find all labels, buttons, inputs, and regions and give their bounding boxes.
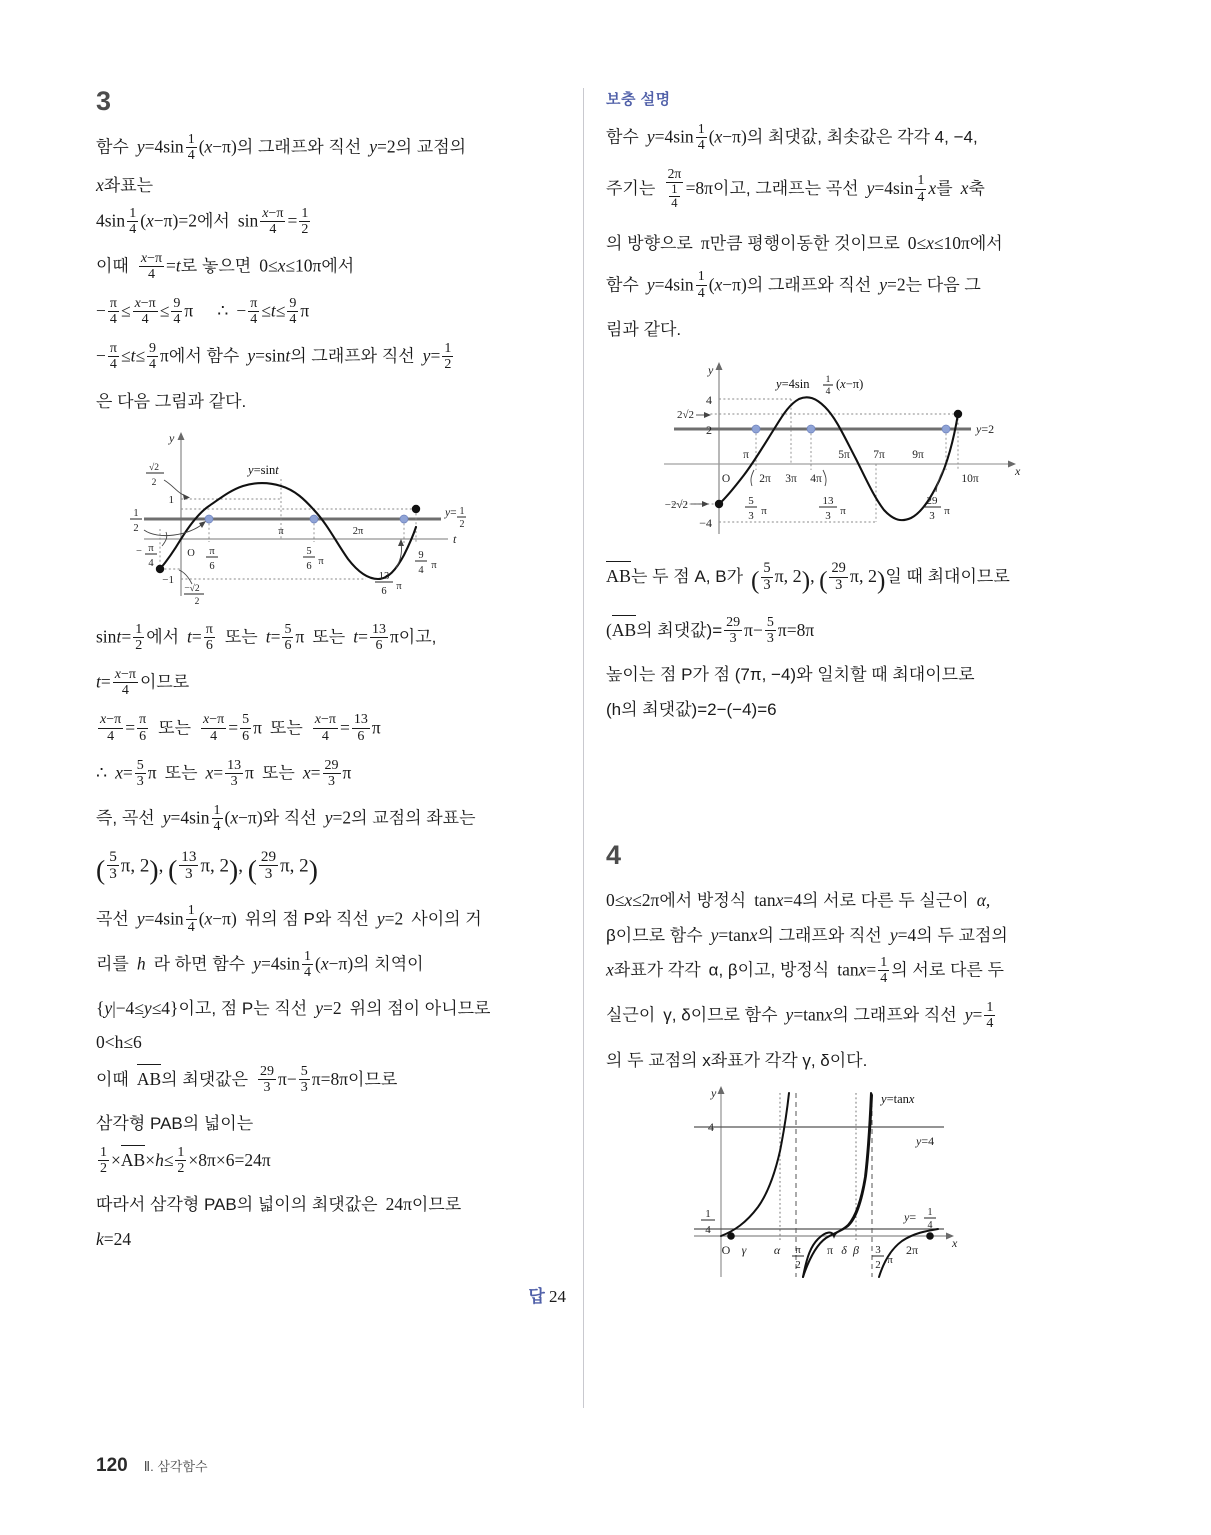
svg-text:5: 5 bbox=[306, 546, 312, 558]
solution-line: sint= $\frac{1}{2}$ 에서 t= $\frac{\pi}{6}$ 또는 t= $\frac{5}{6}$ π 또는 t= $\frac{13}{6}$ π이고, bbox=[96, 621, 437, 654]
text: 에서 bbox=[146, 627, 180, 647]
svg-text:2: 2 bbox=[706, 423, 712, 438]
solution-line bbox=[606, 1047, 1086, 1074]
text: 이므로 bbox=[411, 1195, 462, 1215]
solution-line: k=24 bbox=[96, 1228, 132, 1249]
text: 에서 bbox=[196, 211, 230, 231]
svg-text:4: 4 bbox=[706, 393, 712, 408]
solution-line: x좌표는 bbox=[96, 175, 154, 196]
solution-line: $\frac{1}{2}$ ×AB×h≤ $\frac{1}{2}$ ×8π×6=24π bbox=[100, 1145, 271, 1177]
text: 따라서 삼각형 PAB의 넓이의 최댓값은 bbox=[96, 1195, 378, 1215]
svg-text:π: π bbox=[318, 556, 324, 568]
svg-text:y=4: y=4 bbox=[916, 1134, 935, 1149]
text: 의 치역이 bbox=[353, 954, 424, 974]
text: 은 다음 그림과 같다. bbox=[96, 391, 247, 411]
svg-text:4: 4 bbox=[708, 1120, 714, 1135]
svg-text:γ: γ bbox=[741, 1243, 747, 1258]
svg-text:13: 13 bbox=[378, 571, 390, 583]
svg-text:1: 1 bbox=[459, 506, 465, 518]
svg-text:y: y bbox=[169, 431, 175, 446]
chart-sin-t bbox=[96, 424, 466, 604]
solution-line: 4sin $\frac{1}{4}$ (x−π)=2에서 sin $\frac{x-\pi}{4}$ = $\frac{1}{2}$ bbox=[96, 205, 309, 237]
svg-text:29: 29 bbox=[926, 495, 938, 508]
text: 에서 방정식 bbox=[659, 891, 747, 911]
text: α, bbox=[976, 890, 991, 911]
svg-text:π: π bbox=[795, 1244, 801, 1257]
column-divider bbox=[583, 88, 584, 1408]
text: 축 bbox=[968, 179, 985, 199]
text: 삼각형 PAB의 넓이는 bbox=[96, 1114, 254, 1134]
svg-text:6: 6 bbox=[306, 561, 312, 573]
text: 위의 점이 아니므로 bbox=[349, 998, 491, 1018]
svg-text:−: − bbox=[136, 546, 142, 558]
svg-text:t: t bbox=[453, 532, 457, 547]
svg-text:5: 5 bbox=[748, 495, 754, 508]
solution-line: 의 방향으로 π만큼 평행이동한 것이므로 0≤x≤10π에서 bbox=[606, 233, 1003, 254]
text: 의 그래프와 직선 bbox=[757, 925, 882, 945]
text: 위의 점 P와 직선 bbox=[244, 909, 369, 929]
solution-line: 따라서 삼각형 PAB의 넓이의 최댓값은 24π이므로 bbox=[96, 1194, 462, 1215]
solution-line: 리를 h 라 하면 함수 y=4sin $\frac{1}{4}$ (x−π)의 치역이 bbox=[96, 948, 424, 980]
svg-text:6: 6 bbox=[209, 561, 215, 573]
text: 이고, 그래프는 곡선 bbox=[713, 179, 859, 199]
svg-text:y=: y= bbox=[445, 507, 457, 520]
text: 만큼 평행이동한 것이므로 bbox=[709, 234, 900, 254]
solution-line bbox=[606, 316, 1086, 343]
svg-text:4: 4 bbox=[148, 558, 154, 570]
text: (h의 최댓값)=2−(−4)=6 bbox=[606, 699, 777, 719]
svg-text:1: 1 bbox=[133, 508, 139, 520]
solution-line bbox=[96, 1029, 566, 1055]
solution-line: − $\frac{\pi}{4}$ ≤t≤ $\frac{9}{4}$ π에서 함수 y=sint의 그래프와 직선 y= $\frac{1}{2}$ bbox=[96, 341, 452, 373]
text: 의 그래프와 직선 bbox=[236, 137, 362, 157]
svg-text:O: O bbox=[187, 548, 195, 560]
svg-text:y: y bbox=[708, 363, 714, 378]
text: 의 서로 다른 두 bbox=[891, 960, 1004, 980]
solution-line: β이므로 함수 y=tanx의 그래프와 직선 y=4의 두 교점의 bbox=[606, 924, 1008, 945]
text: α, β이고, 방정식 bbox=[708, 960, 830, 980]
text: 일 때 최대이므로 bbox=[885, 567, 1010, 587]
text: 로 놓으면 bbox=[180, 256, 252, 276]
svg-text:2√2: 2√2 bbox=[676, 409, 694, 422]
text: 라 하면 함수 bbox=[153, 954, 246, 974]
text: 또는 bbox=[224, 627, 258, 647]
svg-text:3: 3 bbox=[825, 510, 831, 523]
text: 의 교점의 좌표는 bbox=[351, 808, 476, 828]
text: 의 그래프와 직선 bbox=[290, 347, 415, 366]
chart-tan bbox=[676, 1081, 976, 1281]
svg-text:10π: 10π bbox=[961, 473, 979, 486]
solution-line: ∴ x= $\frac{5}{3}$ π 또는 x= $\frac{13}{3}$ π 또는 x= $\frac{29}{3}$ π bbox=[96, 757, 352, 789]
svg-text:3: 3 bbox=[748, 510, 754, 523]
svg-text:4: 4 bbox=[927, 1220, 933, 1232]
svg-text:π: π bbox=[743, 449, 749, 462]
text: 실근이 bbox=[606, 1006, 656, 1026]
solution-line: 함수 y=4sin $\frac{1}{4}$ (x−π)의 그래프와 직선 y=2의 교점의 bbox=[96, 131, 467, 163]
svg-text:α: α bbox=[773, 1243, 781, 1258]
text: 좌표가 각각 bbox=[613, 960, 701, 980]
supplementary-explanation-title: 보충 설명 bbox=[606, 91, 671, 108]
text: 곡선 bbox=[96, 909, 129, 929]
svg-text:O: O bbox=[721, 1243, 731, 1258]
text: 의 두 교점의 x좌표가 각각 γ, δ이다. bbox=[606, 1050, 868, 1070]
svg-text:π: π bbox=[761, 505, 767, 518]
solution-line: AB는 두 점 A, B가 ( $\frac{5}{3}$ π, 2), ( $\frac{29}{3}$ π, 2)일 때 최대이므로 bbox=[606, 559, 1010, 595]
svg-text:π: π bbox=[944, 505, 950, 518]
solution-line: 즉, 곡선 y=4sin $\frac{1}{4}$ (x−π)와 직선 y=2의 교점의 좌표는 bbox=[96, 802, 476, 834]
svg-text:1: 1 bbox=[927, 1207, 933, 1219]
text: 즉, 곡선 bbox=[96, 808, 155, 828]
svg-text:2: 2 bbox=[133, 523, 139, 535]
svg-text:π: π bbox=[148, 543, 154, 555]
svg-text:2: 2 bbox=[151, 478, 157, 489]
text: 이때 bbox=[96, 256, 129, 276]
answer-label: 답 bbox=[528, 1287, 545, 1307]
svg-text:13: 13 bbox=[822, 495, 834, 508]
svg-text:2: 2 bbox=[459, 519, 465, 531]
solution-line bbox=[606, 661, 1086, 688]
text: 높이는 점 P가 점 (7π, −4)와 일치할 때 최대이므로 bbox=[606, 665, 975, 685]
svg-text:4: 4 bbox=[418, 565, 424, 577]
svg-text:1: 1 bbox=[168, 494, 174, 507]
text: 의 교점의 bbox=[395, 137, 467, 157]
solution-line bbox=[606, 696, 1086, 723]
svg-text:6: 6 bbox=[381, 586, 387, 598]
solution-line: 곡선 y=4sin $\frac{1}{4}$ (x−π) 위의 점 P와 직선 y=2 사이의 거 bbox=[96, 903, 482, 935]
svg-text:9π: 9π bbox=[912, 449, 924, 462]
answer-value: 24 bbox=[549, 1287, 566, 1307]
svg-text:y=: y= bbox=[904, 1210, 917, 1225]
left-column bbox=[96, 88, 566, 1307]
svg-text:−√2: −√2 bbox=[184, 584, 200, 595]
text: 는 다음 그 bbox=[905, 275, 981, 295]
svg-text:4: 4 bbox=[825, 387, 831, 398]
text: 이때 bbox=[96, 1069, 129, 1089]
svg-text:y=sint: y=sint bbox=[248, 463, 279, 478]
text: 의 그래프와 직선 bbox=[746, 275, 872, 295]
text: 에서 bbox=[969, 234, 1003, 254]
svg-text:5π: 5π bbox=[838, 449, 850, 462]
svg-text:−2√2: −2√2 bbox=[664, 499, 688, 512]
text: 와 직선 bbox=[262, 808, 317, 828]
solution-line bbox=[96, 388, 566, 415]
text: 의 최댓값, 최솟값은 각각 4, −4, bbox=[746, 127, 978, 147]
text: 이므로 bbox=[139, 672, 190, 692]
solution-line: ( $\frac{5}{3}$ π, 2), ( $\frac{13}{3}$ π, 2), ( $\frac{29}{3}$ π, 2) bbox=[96, 848, 318, 886]
text: 림과 같다. bbox=[606, 319, 682, 339]
text: 의 그래프와 직선 bbox=[832, 1006, 957, 1026]
svg-text:x: x bbox=[952, 1236, 958, 1251]
svg-text:3: 3 bbox=[875, 1244, 881, 1257]
text: 의 최댓값)= bbox=[636, 620, 723, 640]
text: 주기는 bbox=[606, 179, 656, 199]
answer-line bbox=[96, 1282, 566, 1307]
solution-line: x좌표가 각각 α, β이고, 방정식 tanx= $\frac{1}{4}$ 의 서로 다른 두 bbox=[606, 955, 1004, 987]
svg-text:1: 1 bbox=[825, 375, 831, 386]
svg-text:3: 3 bbox=[929, 510, 935, 523]
svg-text:2π: 2π bbox=[759, 473, 771, 486]
text: 리를 bbox=[96, 954, 129, 974]
svg-text:δ: δ bbox=[841, 1243, 847, 1258]
text: 또는 bbox=[158, 718, 191, 738]
text: 에서 함수 bbox=[168, 347, 240, 366]
chart-4sin bbox=[636, 352, 1036, 542]
svg-text:y: y bbox=[711, 1086, 717, 1101]
svg-text:3π: 3π bbox=[785, 473, 797, 486]
svg-text:(x−π): (x−π) bbox=[836, 377, 864, 392]
svg-text:7π: 7π bbox=[873, 449, 885, 462]
text: 좌표는 bbox=[103, 176, 154, 196]
text: 이므로 bbox=[348, 1069, 398, 1089]
svg-text:4π: 4π bbox=[810, 473, 822, 486]
svg-text:π: π bbox=[826, 1243, 834, 1258]
page-number: 120 bbox=[96, 1455, 128, 1476]
text: 함수 bbox=[96, 137, 129, 157]
svg-text:2π: 2π bbox=[905, 1243, 919, 1258]
text: 함수 bbox=[606, 127, 639, 147]
solution-line: 0≤x≤2π에서 방정식 tanx=4의 서로 다른 두 실근이 α, bbox=[606, 890, 991, 911]
question-number-3: 3 bbox=[96, 86, 112, 116]
svg-text:π: π bbox=[209, 546, 215, 558]
text: 의 서로 다른 두 실근이 bbox=[801, 891, 969, 911]
solution-line: 이때 AB의 최댓값은 $\frac{29}{3}$ π− $\frac{5}{3}$ π=8π이므로 bbox=[96, 1063, 398, 1096]
figure-tan bbox=[676, 1081, 1086, 1286]
svg-text:y=tanx: y=tanx bbox=[881, 1092, 915, 1107]
solution-line: − $\frac{\pi}{4}$ ≤ $\frac{x-\pi}{4}$ ≤ $\frac{9}{4}$ π ∴ − $\frac{\pi}{4}$ ≤t≤ $\frac{9}{4}$ π bbox=[96, 296, 310, 328]
svg-text:x: x bbox=[1015, 464, 1021, 479]
figure-sin-t bbox=[96, 424, 566, 609]
text: 에서 bbox=[321, 256, 355, 276]
svg-text:π: π bbox=[278, 526, 284, 538]
text: 는 두 점 A, B가 bbox=[631, 567, 743, 587]
solution-line: (AB의 최댓값)= $\frac{29}{3}$ π− $\frac{5}{3}$ π=8π bbox=[606, 614, 815, 647]
svg-text:y=4sin: y=4sin bbox=[776, 377, 810, 392]
solution-line: t= $\frac{x-\pi}{4}$ 이므로 bbox=[96, 667, 190, 699]
svg-text:π: π bbox=[840, 505, 846, 518]
text: 또는 bbox=[262, 763, 295, 783]
text: 의 방향으로 bbox=[606, 234, 693, 254]
page-footer bbox=[96, 1455, 208, 1477]
text: 를 bbox=[936, 179, 953, 199]
svg-text:2: 2 bbox=[875, 1259, 881, 1272]
svg-text:π: π bbox=[396, 581, 402, 593]
solution-line bbox=[96, 1110, 566, 1137]
solution-line: $\frac{x-\pi}{4}$ = $\frac{\pi}{6}$ 또는 $\frac{x-\pi}{4}$ = $\frac{5}{6}$ π 또는 $\frac{x-\pi}{4}$ = $\frac{13}{6}$ π bbox=[100, 712, 381, 744]
text: 의 두 교점의 bbox=[916, 925, 1008, 945]
solution-line: {y|−4≤y≤4}이고, 점 P는 직선 y=2 위의 점이 아니므로 bbox=[96, 997, 491, 1018]
solution-line: 주기는 $\frac{2\pi}{\frac{1}{4}}$ =8π이고, 그래프는 곡선 y=4sin $\frac{1}{4}$ x를 x축 bbox=[606, 166, 985, 211]
svg-text:2: 2 bbox=[795, 1259, 801, 1272]
svg-text:π: π bbox=[887, 1254, 893, 1267]
text: 의 최댓값은 bbox=[161, 1069, 249, 1089]
svg-text:β: β bbox=[853, 1243, 859, 1258]
text: 또는 bbox=[312, 627, 346, 647]
right-column bbox=[606, 88, 1086, 1300]
question-number-4: 4 bbox=[606, 840, 622, 871]
text: β이므로 함수 bbox=[606, 925, 703, 945]
solution-line: 이때 $\frac{x-\pi}{4}$ =t로 놓으면 0≤x≤10π에서 bbox=[96, 250, 355, 282]
svg-text:2π: 2π bbox=[352, 526, 364, 538]
text: 0<h≤6 bbox=[96, 1032, 142, 1053]
svg-text:y=2: y=2 bbox=[976, 422, 995, 437]
text: 또는 bbox=[269, 718, 303, 738]
figure-4sin bbox=[636, 352, 1086, 547]
svg-text:9: 9 bbox=[418, 550, 424, 562]
text: 함수 bbox=[606, 275, 639, 295]
text: 이고, bbox=[398, 627, 437, 647]
svg-text:−1: −1 bbox=[162, 574, 174, 587]
svg-text:O: O bbox=[721, 473, 731, 486]
text: 이고, 점 P는 직선 bbox=[178, 998, 308, 1018]
svg-text:−4: −4 bbox=[699, 516, 712, 531]
svg-text:4: 4 bbox=[705, 1224, 711, 1237]
svg-text:√2: √2 bbox=[149, 463, 159, 474]
text: 사이의 거 bbox=[411, 909, 482, 929]
solution-line: 실근이 γ, δ이므로 함수 y=tanx의 그래프와 직선 y= $\frac{1}{4}$ bbox=[606, 1000, 994, 1032]
svg-text:2: 2 bbox=[194, 597, 200, 605]
solution-line: 함수 y=4sin $\frac{1}{4}$ (x−π)의 그래프와 직선 y=2는 다음 그 bbox=[606, 269, 981, 301]
text: 또는 bbox=[164, 763, 198, 783]
svg-text:π: π bbox=[431, 560, 437, 572]
svg-text:1: 1 bbox=[705, 1208, 711, 1221]
solution-line: 함수 y=4sin $\frac{1}{4}$ (x−π)의 최댓값, 최솟값은 각각 4, −4, bbox=[606, 121, 978, 153]
text: γ, δ이므로 함수 bbox=[663, 1006, 778, 1026]
chapter-label: Ⅱ. 삼각함수 bbox=[143, 1459, 208, 1474]
